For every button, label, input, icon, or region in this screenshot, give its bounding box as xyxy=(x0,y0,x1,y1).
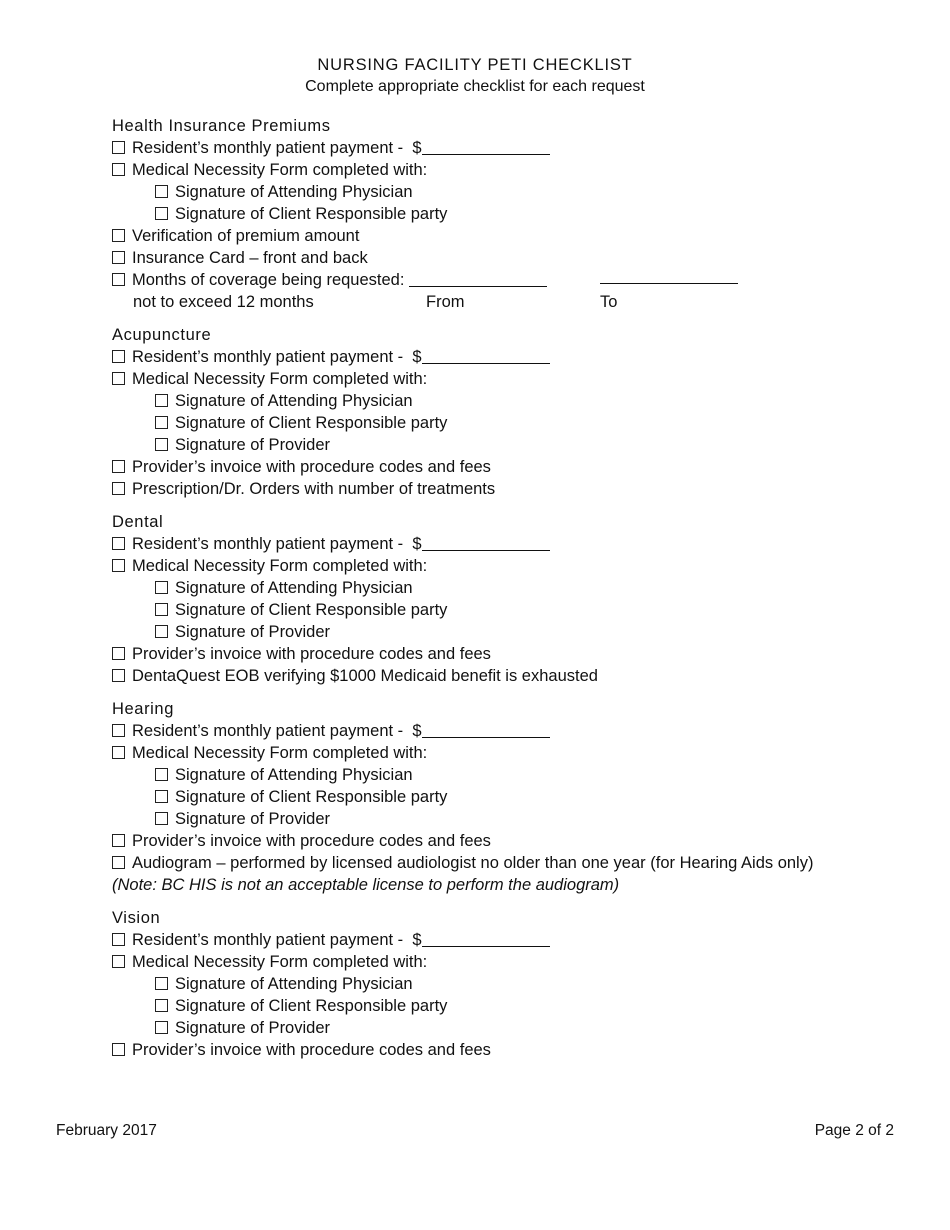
item-label: Signature of Provider xyxy=(175,623,331,641)
item-label: Signature of Client Responsible party xyxy=(175,788,448,806)
checklist-item-invoice xyxy=(112,643,892,665)
checklist-item-mnf xyxy=(112,159,892,181)
section-dental xyxy=(112,512,892,687)
checklist-item-mnf xyxy=(112,555,892,577)
item-label: Signature of Client Responsible party xyxy=(175,601,448,619)
to-label: To xyxy=(600,293,618,311)
checklist-item-invoice xyxy=(112,456,892,478)
item-label: Provider’s invoice with procedure codes and fees xyxy=(132,458,491,476)
checkbox[interactable] xyxy=(112,460,125,473)
checkbox[interactable] xyxy=(112,955,125,968)
checkbox[interactable] xyxy=(155,581,168,594)
section-hearing xyxy=(112,699,892,896)
checkbox[interactable] xyxy=(112,724,125,737)
section-heading: Hearing xyxy=(112,700,174,718)
section-vision xyxy=(112,908,892,1061)
checkbox[interactable] xyxy=(112,163,125,176)
checklist-subitem-physician xyxy=(112,577,892,599)
checkbox[interactable] xyxy=(112,482,125,495)
item-label: DentaQuest EOB verifying $1000 Medicaid benefit is exhausted xyxy=(132,667,598,685)
item-label: Signature of Attending Physician xyxy=(175,392,413,410)
checkbox[interactable] xyxy=(155,185,168,198)
footer-date: February 2017 xyxy=(56,1122,157,1139)
checkbox[interactable] xyxy=(155,625,168,638)
checklist-subitem-client xyxy=(112,599,892,621)
item-label: Resident’s monthly patient payment - $ xyxy=(132,535,422,553)
audiogram-note: (Note: BC HIS is not an acceptable license to perform the audiogram) xyxy=(112,876,620,894)
payment-amount-field[interactable] xyxy=(422,140,550,155)
item-label: Medical Necessity Form completed with: xyxy=(132,370,428,388)
checklist-subitem-client xyxy=(112,203,892,225)
item-label: Medical Necessity Form completed with: xyxy=(132,161,428,179)
checklist-item-verification xyxy=(112,225,892,247)
section-heading: Vision xyxy=(112,909,161,927)
months-from-field[interactable] xyxy=(409,272,547,287)
months-limit-note: not to exceed 12 months xyxy=(133,293,314,311)
section-heading: Acupuncture xyxy=(112,326,212,344)
item-label: Months of coverage being requested: xyxy=(132,271,405,289)
payment-amount-field[interactable] xyxy=(422,723,550,738)
months-captions xyxy=(112,291,892,313)
payment-amount-field[interactable] xyxy=(422,536,550,551)
checkbox[interactable] xyxy=(112,537,125,550)
checkbox[interactable] xyxy=(112,933,125,946)
checklist-content xyxy=(112,116,892,1073)
item-label: Resident’s monthly patient payment - $ xyxy=(132,139,422,157)
checklist-item-prescription xyxy=(112,478,892,500)
checkbox[interactable] xyxy=(155,416,168,429)
checklist-item-months xyxy=(112,269,892,291)
checkbox[interactable] xyxy=(155,999,168,1012)
section-heading: Dental xyxy=(112,513,164,531)
from-label: From xyxy=(426,293,465,311)
months-to-field[interactable] xyxy=(600,269,738,284)
checkbox[interactable] xyxy=(112,559,125,572)
checklist-item-mnf xyxy=(112,951,892,973)
checklist-subitem-client xyxy=(112,995,892,1017)
checkbox[interactable] xyxy=(155,812,168,825)
section-heading: Health Insurance Premiums xyxy=(112,117,331,135)
checklist-subitem-physician xyxy=(112,390,892,412)
checklist-subitem-physician xyxy=(112,181,892,203)
checklist-item-invoice xyxy=(112,830,892,852)
checkbox[interactable] xyxy=(112,834,125,847)
item-label: Provider’s invoice with procedure codes and fees xyxy=(132,1041,491,1059)
checklist-item-payment xyxy=(112,533,892,555)
item-label: Signature of Attending Physician xyxy=(175,579,413,597)
checkbox[interactable] xyxy=(155,438,168,451)
checkbox[interactable] xyxy=(112,273,125,286)
checkbox[interactable] xyxy=(112,746,125,759)
item-label: Verification of premium amount xyxy=(132,227,360,245)
item-label: Signature of Client Responsible party xyxy=(175,205,448,223)
checkbox[interactable] xyxy=(112,229,125,242)
checklist-item-mnf xyxy=(112,368,892,390)
item-label: Signature of Client Responsible party xyxy=(175,997,448,1015)
checkbox[interactable] xyxy=(155,977,168,990)
section-acupuncture xyxy=(112,325,892,500)
checklist-item-payment xyxy=(112,929,892,951)
checkbox[interactable] xyxy=(112,350,125,363)
item-label: Resident’s monthly patient payment - $ xyxy=(132,348,422,366)
checklist-subitem-client xyxy=(112,786,892,808)
checkbox[interactable] xyxy=(155,790,168,803)
checkbox[interactable] xyxy=(155,394,168,407)
checklist-subitem-client xyxy=(112,412,892,434)
footer-page-number: Page 2 of 2 xyxy=(814,1122,894,1139)
checklist-item-invoice xyxy=(112,1039,892,1061)
checkbox[interactable] xyxy=(112,856,125,869)
item-label: Signature of Provider xyxy=(175,436,331,454)
checkbox[interactable] xyxy=(112,647,125,660)
item-label: Signature of Attending Physician xyxy=(175,975,413,993)
item-label: Insurance Card – front and back xyxy=(132,249,368,267)
item-label: Resident’s monthly patient payment - $ xyxy=(132,722,422,740)
item-label: Prescription/Dr. Orders with number of treatments xyxy=(132,480,496,498)
checklist-item-payment xyxy=(112,720,892,742)
checklist-subitem-provider xyxy=(112,1017,892,1039)
checkbox[interactable] xyxy=(155,603,168,616)
checklist-item-payment xyxy=(112,346,892,368)
checkbox[interactable] xyxy=(112,372,125,385)
checklist-subitem-provider xyxy=(112,621,892,643)
checkbox[interactable] xyxy=(112,141,125,154)
payment-amount-field[interactable] xyxy=(422,349,550,364)
item-label: Medical Necessity Form completed with: xyxy=(132,953,428,971)
checklist-item-audiogram xyxy=(112,852,892,874)
checklist-subitem-provider xyxy=(112,808,892,830)
item-label: Medical Necessity Form completed with: xyxy=(132,744,428,762)
item-label: Provider’s invoice with procedure codes and fees xyxy=(132,645,491,663)
checkbox[interactable] xyxy=(112,1043,125,1056)
checklist-item-payment xyxy=(112,137,892,159)
item-label: Provider’s invoice with procedure codes and fees xyxy=(132,832,491,850)
item-label: Signature of Attending Physician xyxy=(175,766,413,784)
item-label: Medical Necessity Form completed with: xyxy=(132,557,428,575)
checkbox[interactable] xyxy=(112,669,125,682)
checklist-item-dentaquest xyxy=(112,665,892,687)
checkbox[interactable] xyxy=(112,251,125,264)
section-health-insurance xyxy=(112,116,892,313)
item-label: Resident’s monthly patient payment - $ xyxy=(132,931,422,949)
checkbox[interactable] xyxy=(155,768,168,781)
item-label: Signature of Provider xyxy=(175,1019,331,1037)
payment-amount-field[interactable] xyxy=(422,932,550,947)
page-subtitle: Complete appropriate checklist for each request xyxy=(305,78,645,95)
checklist-subitem-physician xyxy=(112,764,892,786)
checklist-item-mnf xyxy=(112,742,892,764)
item-label: Signature of Client Responsible party xyxy=(175,414,448,432)
item-label: Audiogram – performed by licensed audiologist no older than one year (for Hearing Aids only) xyxy=(132,854,814,872)
checkbox[interactable] xyxy=(155,1021,168,1034)
item-label: Signature of Attending Physician xyxy=(175,183,413,201)
checklist-subitem-provider xyxy=(112,434,892,456)
checklist-item-insurance-card xyxy=(112,247,892,269)
checkbox[interactable] xyxy=(155,207,168,220)
checklist-subitem-physician xyxy=(112,973,892,995)
item-label: Signature of Provider xyxy=(175,810,331,828)
page-title: NURSING FACILITY PETI CHECKLIST xyxy=(317,56,633,74)
